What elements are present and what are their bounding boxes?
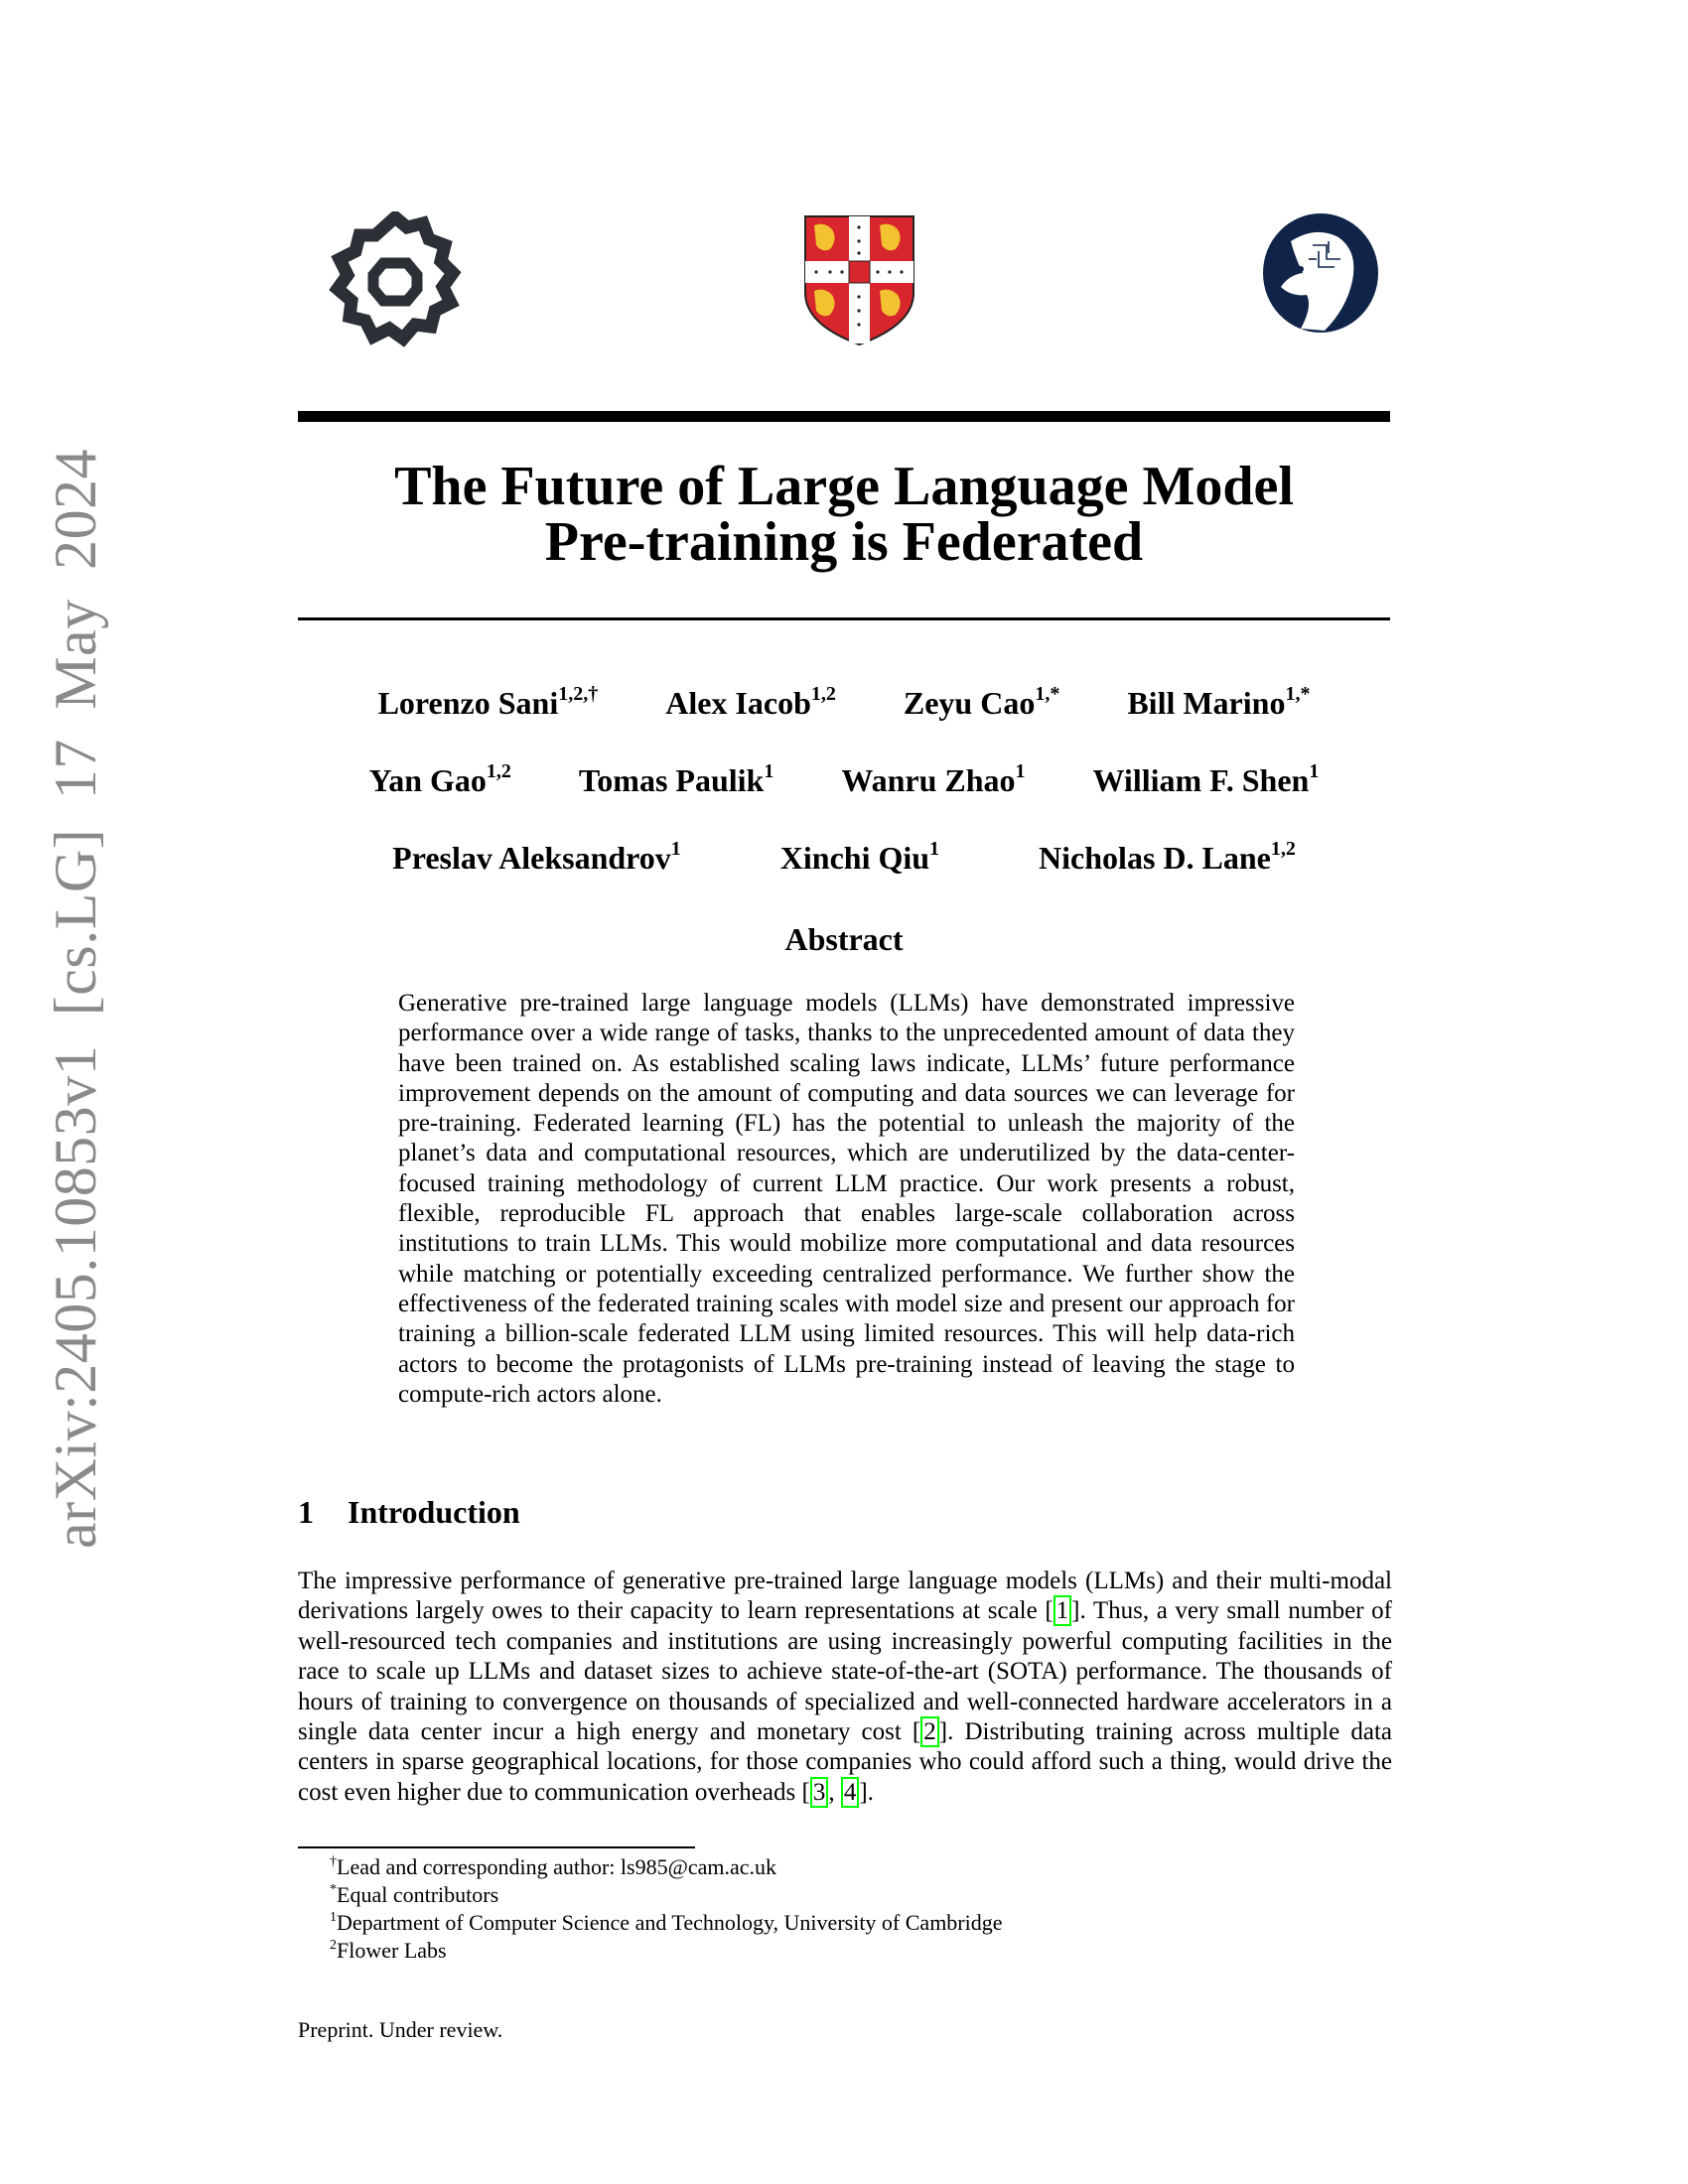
affiliation-mark: 1 — [1309, 760, 1320, 782]
affiliation-mark: 1,2 — [810, 683, 836, 705]
author: Tomas Paulik$^1$ — [578, 760, 774, 798]
author-list — [298, 685, 1390, 917]
affiliation-mark: 1,* — [1035, 683, 1060, 705]
title-rule-bottom — [298, 617, 1390, 620]
dodo-circuit-logo-icon — [1261, 211, 1380, 336]
author: Alex Iacob$^{1,2}$ — [665, 683, 836, 721]
paper-title — [298, 456, 1390, 573]
arxiv-stamp: arXiv:2405.10853v1 [cs.LG] 17 May 2024 — [43, 448, 108, 1549]
author-row-2 — [298, 762, 1390, 840]
author: Bill Marino$^{1,*}$ — [1127, 683, 1311, 721]
citation-link[interactable]: 2 — [920, 1716, 939, 1747]
title-line-2: Pre-training is Federated — [544, 511, 1144, 573]
author: Lorenzo Sani$^{1,2,\dagger}$ — [377, 683, 599, 721]
affiliation-mark: 1,* — [1285, 683, 1311, 705]
author: Xinchi Qiu$^1$ — [779, 838, 940, 876]
citation-link[interactable]: 4 — [841, 1777, 860, 1808]
affiliation-mark: 1,2,† — [558, 683, 599, 705]
section-number: 1 — [298, 1494, 314, 1530]
introduction-paragraph: The impressive performance of generative pre-trained large language models (LLMs) and their multi-modal derivations largely owes to their capacity to learn representations at scale [ 1 ]. Thus, a very small number of well-resourced tech companies and institutions are using increasingly powerful computing facilities in the race to scale up LLMs and dataset sizes to achieve state-of-the-art (SOTA) performance. The thousands of hours of training to convergence on thousands of specialized and well-connected hardware accelerators in a single data center incur a high energy and monetary cost [ 2 ]. Distributing training across multiple data centers in sparse geographical locations, for those companies who could afford such a thing, would drive the cost even higher due to communication overheads [ 3 , 4 ]. — [298, 1568, 1392, 1806]
author: Zeyu Cao$^{1,*}$ — [903, 683, 1060, 721]
affiliation-mark: 1 — [929, 838, 940, 860]
abstract-text: Generative pre-trained large language models (LLMs) have demonstrated impressive performance over a wide range of tasks, thanks to the unprecedented amount of data they have been trained on. As established scaling laws indicate, LLMs’ future performance improvement depends on the amount of computing and data sources we can leverage for pre-training. Federated learning (FL) has the potential to unleash the majority of the planet’s data and computational resources, which are underutilized by the data-center-focused training methodology of current LLM practice. Our work presents a robust, flexible, reproducible FL approach that enables large-scale collaboration across institutions to train LLMs. This would mobilize more computational and data resources while matching or potentially exceeding centralized performance. We further show the effectiveness of the federated training scales with model size and present our approach for training a billion-scale federated LLM using limited resources. This will help data-rich actors to become the protagonists of LLMs pre-training instead of leaving the stage to compute-rich actors alone. — [398, 990, 1295, 1408]
affiliation-mark: 1 — [670, 838, 681, 860]
flower-labs-logo-icon — [326, 211, 465, 350]
footnote: †Lead and corresponding author: ls985@cam.ac.uk — [330, 1854, 777, 1879]
citation-link[interactable]: 3 — [810, 1777, 829, 1808]
affiliation-mark: 1,2 — [1270, 838, 1296, 860]
abstract-heading: Abstract — [784, 921, 904, 957]
affiliation-mark: 1 — [1015, 760, 1026, 782]
section-heading-introduction — [298, 1494, 520, 1531]
author: Nicholas D. Lane$^{1,2}$ — [1039, 838, 1296, 876]
footnote: $^1$Department of Computer Science and Technology, University of Cambridge — [330, 1910, 1003, 1935]
preprint-notice: Preprint. Under review. — [298, 2017, 503, 2042]
logo-bar — [298, 204, 1390, 362]
affiliation-mark: 1 — [764, 760, 774, 782]
footnotes — [330, 1853, 1003, 1965]
author: Wanru Zhao$^1$ — [841, 760, 1026, 798]
footnote: $^2$Flower Labs — [330, 1938, 447, 1963]
author: Yan Gao$^{1,2}$ — [368, 760, 511, 798]
footnote: *Equal contributors — [330, 1882, 499, 1907]
author: William F. Shen$^1$ — [1092, 760, 1320, 798]
title-rule-top — [298, 411, 1390, 422]
affiliation-mark: 1,2 — [486, 760, 511, 782]
university-of-cambridge-crest-icon — [802, 213, 916, 347]
author-row-3 — [298, 840, 1390, 917]
citation-link[interactable]: 1 — [1054, 1595, 1072, 1626]
title-line-1: The Future of Large Language Model — [394, 456, 1294, 517]
author: Preslav Aleksandrov$^1$ — [392, 838, 681, 876]
author-row-1 — [298, 685, 1390, 762]
footnote-rule — [298, 1846, 695, 1848]
section-title: Introduction — [348, 1494, 520, 1530]
